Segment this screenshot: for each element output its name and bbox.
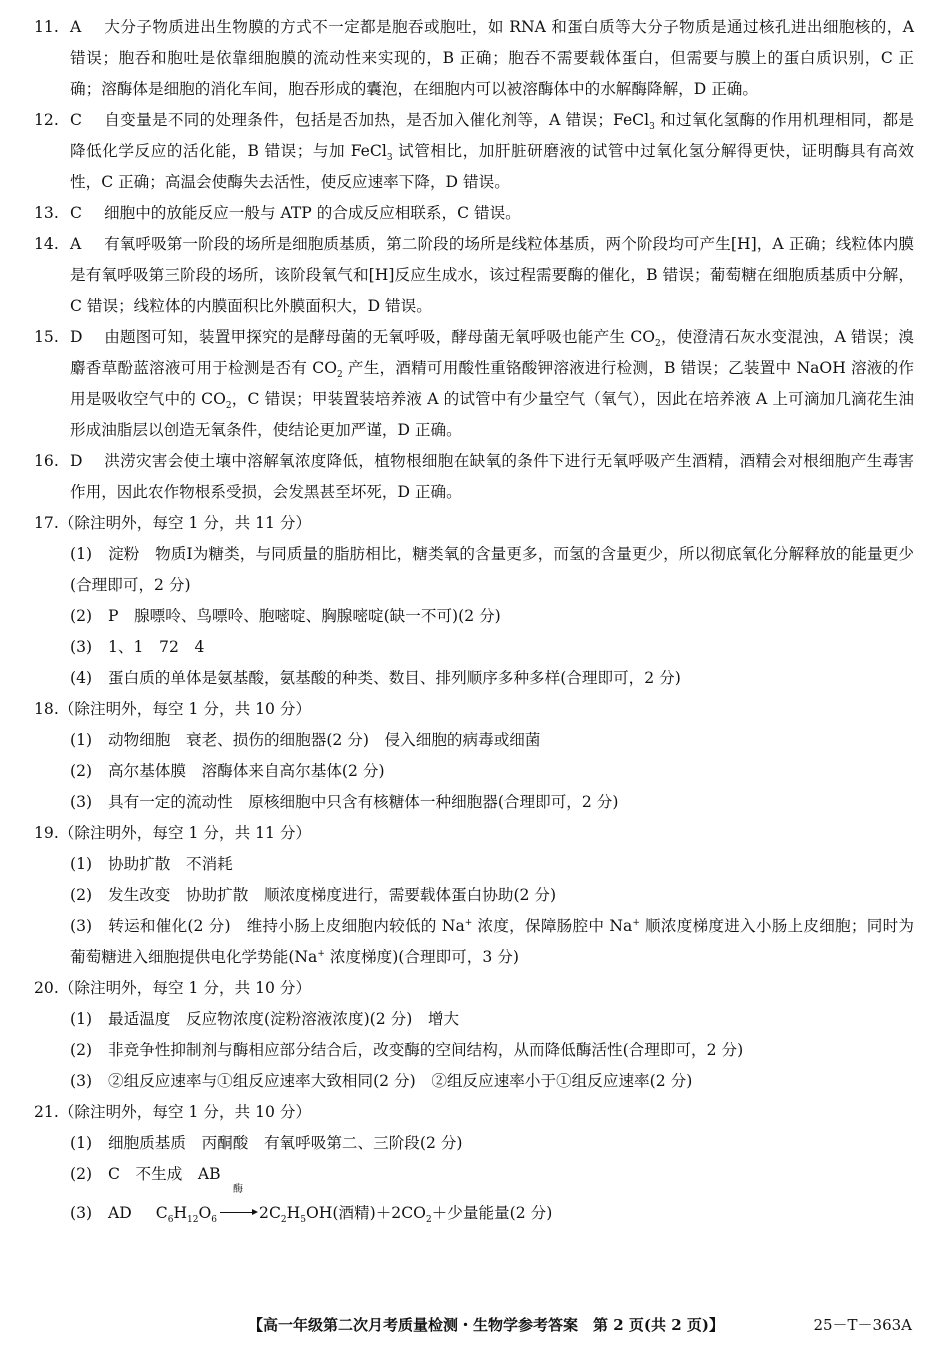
part-label: (1): [70, 545, 93, 563]
subscript: 6: [167, 1215, 174, 1226]
subscript: 2: [225, 401, 232, 412]
q19-part-3: [34, 911, 914, 973]
part-text: 1、1 72 4: [108, 638, 205, 656]
question-number: 16.: [34, 452, 59, 470]
answer-key: D: [70, 328, 83, 346]
q18-part-2: [34, 756, 914, 787]
explanation-part: 自变量是不同的处理条件，包括是否加热，是否加入催化剂等，A 错误；FeCl: [104, 111, 650, 129]
part-label: (3): [70, 1072, 93, 1090]
part-label: (2): [70, 886, 93, 904]
formula-part: ＋少量能量(2 分): [431, 1204, 553, 1222]
question-number: 12.: [34, 111, 59, 129]
part-text: P 腺嘌呤、鸟嘌呤、胞嘧啶、胸腺嘧啶(缺一不可)(2 分): [108, 607, 501, 625]
part-text: 淀粉 物质Ⅰ为糖类，与同质量的脂肪相比，糖类氧的含量更多，而氢的含量更少，所以彻底氧化分解释放的能量更少(合理即可，2 分): [70, 545, 914, 594]
explanation: 有氧呼吸第一阶段的场所是细胞质基质，第二阶段的场所是线粒体基质，两个阶段均可产生[H]，A 正确；线粒体内膜是有氧呼吸第三阶段的场所，该阶段氧气和[H]反应生成水，该过程需要酶的催化，B 错误；葡萄糖在细胞质基质中分解，C 错误；线粒体的内膜面积比外膜面积大，D 错误。: [70, 235, 914, 315]
formula-part: 2C: [259, 1204, 281, 1222]
part-text: C 不生成 AB: [108, 1165, 221, 1183]
formula-part: OH(酒精)＋2CO: [305, 1204, 426, 1222]
subscript: 2: [280, 1215, 287, 1226]
answer-12: [34, 105, 914, 198]
formula-part: H: [286, 1204, 301, 1222]
q18-part-3: [34, 787, 914, 818]
formula-part: H: [173, 1204, 188, 1222]
q21-part-3: [34, 1184, 914, 1229]
q18-part-1: [34, 725, 914, 756]
question-number: 14.: [34, 235, 59, 253]
part-label: (1): [70, 731, 93, 749]
question-number: 11.: [34, 18, 59, 36]
part-text: 高尔基体膜 溶酶体来自高尔基体(2 分): [108, 762, 385, 780]
q20-part-2: [34, 1035, 914, 1066]
explanation-part: ，C 错误；甲装置装培养液 A 的试管中有少量空气（氧气），因此在培养液 A 上可滴加几滴花生油形成油脂层以创造无氧条件，使结论更加严谨，D 正确。: [70, 390, 914, 439]
question-20-header: 20.（除注明外，每空 1 分，共 10 分）: [34, 979, 312, 997]
answer-16: [34, 446, 914, 508]
part-label: (2): [70, 1041, 93, 1059]
q21-part-1: [34, 1128, 914, 1159]
answer-page: [34, 12, 914, 1229]
page-footer: [0, 1314, 950, 1338]
superscript: +: [632, 917, 640, 928]
q21-part-2: [34, 1159, 914, 1190]
subscript: 6: [211, 1215, 218, 1226]
superscript: +: [464, 917, 473, 928]
q20-part-3: [34, 1066, 914, 1097]
part-text: 动物细胞 衰老、损伤的细胞器(2 分) 侵入细胞的病毒或细菌: [108, 731, 541, 749]
document-code: 25－T－363A: [813, 1316, 912, 1334]
part-text: 最适温度 反应物浓度(淀粉溶液浓度)(2 分) 增大: [108, 1010, 460, 1028]
question-19-header: 19.（除注明外，每空 1 分，共 11 分）: [34, 824, 312, 842]
q20-part-1: [34, 1004, 914, 1035]
answer-key: C: [70, 111, 82, 129]
explanation: 大分子物质进出生物膜的方式不一定都是胞吞或胞吐，如 RNA 和蛋白质等大分子物质是通过核孔进出细胞核的，A 错误；胞吞和胞吐是依靠细胞膜的流动性来实现的，B 正确；胞吞不需要载体蛋白，但需要与膜上的蛋白质识别，C 正确；溶酶体是细胞的消化车间，胞吞形成的囊泡，在细胞内可以被溶酶体中的水解酶降解，D 正确。: [70, 18, 914, 98]
answer-key: C: [70, 204, 82, 222]
answer-13: [34, 198, 914, 229]
subscript: 3: [386, 153, 393, 164]
q17-part-3: [34, 632, 914, 663]
explanation-part: 由题图可知，装置甲探究的是酵母菌的无氧呼吸，酵母菌无氧呼吸也能产生 CO: [104, 328, 656, 346]
explanation: 洪涝灾害会使土壤中溶解氧浓度降低，植物根细胞在缺氧的条件下进行无氧呼吸产生酒精，酒精会对根细胞产生毒害作用，因此农作物根系受损，会发黑甚至坏死，D 正确。: [70, 452, 914, 501]
part-label: (2): [70, 1165, 93, 1183]
footer-title: 【高一年级第二次月考质量检测・生物学参考答案 第 2 页(共 2 页)】: [248, 1316, 724, 1334]
subscript: 12: [187, 1215, 199, 1226]
q17-part-1: [34, 539, 914, 601]
part-label: (3): [70, 793, 93, 811]
subscript: 3: [649, 122, 655, 133]
explanation: 细胞中的放能反应一般与 ATP 的合成反应相联系，C 错误。: [104, 204, 521, 222]
subscript: 2: [655, 339, 661, 350]
q19-part-1: [34, 849, 914, 880]
question-18-header: 18.（除注明外，每空 1 分，共 10 分）: [34, 700, 312, 718]
formula-part: O: [198, 1204, 212, 1222]
explanation-part: ，使澄清石灰水变混浊，A 错误；溴麝香草酚蓝溶液可用于检测是否有 CO: [70, 328, 914, 377]
part-text: 蛋白质的单体是氨基酸，氨基酸的种类、数目、排列顺序多种多样(合理即可，2 分): [108, 669, 681, 687]
part-label: (4): [70, 669, 93, 687]
part-text: 顺浓度梯度进入小肠上皮细胞；同时为葡萄糖进入细胞提供电化学势能(Na: [70, 917, 914, 966]
q17-part-2: [34, 601, 914, 632]
part-label: (3): [70, 917, 93, 935]
part-text: 浓度，保障肠腔中 Na: [472, 917, 633, 935]
subscript: 5: [300, 1215, 306, 1226]
part-label: (1): [70, 1134, 93, 1152]
part-text: 非竞争性抑制剂与酶相应部分结合后，改变酶的空间结构，从而降低酶活性(合理即可，2 分): [108, 1041, 744, 1059]
part-label: (2): [70, 762, 93, 780]
part-label: (1): [70, 1010, 93, 1028]
subscript: 2: [425, 1215, 432, 1226]
answer-key: A: [70, 235, 82, 253]
explanation-part: 产生，酒精可用酸性重铬酸钾溶液进行检测，B 错误；乙装置中 NaOH 溶液的作用是吸收空气中的 CO: [70, 359, 914, 408]
question-number: 15.: [34, 328, 59, 346]
catalyst-label: 酶: [233, 1184, 244, 1195]
part-text: 发生改变 协助扩散 顺浓度梯度进行，需要载体蛋白协助(2 分): [108, 886, 557, 904]
explanation-part: 和过氧化氢酶的作用机理相同，都是降低化学反应的活化能，B 错误；与加 FeCl: [70, 111, 914, 160]
part-text: ②组反应速率与①组反应速率大致相同(2 分) ②组反应速率小于①组反应速率(2 分): [108, 1072, 693, 1090]
part-text: 协助扩散 不消耗: [108, 855, 233, 873]
q19-part-2: [34, 880, 914, 911]
part-label: (3): [70, 638, 93, 656]
reaction-arrow-icon: [219, 1184, 257, 1229]
part-label: (1): [70, 855, 93, 873]
answer-key: D: [70, 452, 83, 470]
answer-15: [34, 322, 914, 446]
part-text: AD: [108, 1204, 132, 1222]
question-17-header: 17.（除注明外，每空 1 分，共 11 分）: [34, 514, 312, 532]
answer-key: A: [70, 18, 82, 36]
question-number: 13.: [34, 204, 59, 222]
part-label: (3): [70, 1204, 93, 1222]
q17-part-4: [34, 663, 914, 694]
part-text: 浓度梯度)(合理即可，3 分): [324, 948, 519, 966]
chemical-equation: [155, 1184, 553, 1226]
part-text: 具有一定的流动性 原核细胞中只含有核糖体一种细胞器(合理即可，2 分): [108, 793, 619, 811]
question-21-header: 21.（除注明外，每空 1 分，共 10 分）: [34, 1103, 312, 1121]
subscript: 2: [336, 370, 343, 381]
formula-part: C: [155, 1204, 168, 1222]
explanation-part: 试管相比，加肝脏研磨液的试管中过氧化氢分解得更快，证明酶具有高效性，C 正确；高温会使酶失去活性，使反应速率下降，D 错误。: [70, 142, 914, 191]
part-text: 转运和催化(2 分) 维持小肠上皮细胞内较低的 Na: [108, 917, 465, 935]
part-label: (2): [70, 607, 93, 625]
part-text: 细胞质基质 丙酮酸 有氧呼吸第二、三阶段(2 分): [108, 1134, 463, 1152]
superscript: +: [317, 948, 325, 959]
answer-14: [34, 229, 914, 322]
answer-11: [34, 12, 914, 105]
